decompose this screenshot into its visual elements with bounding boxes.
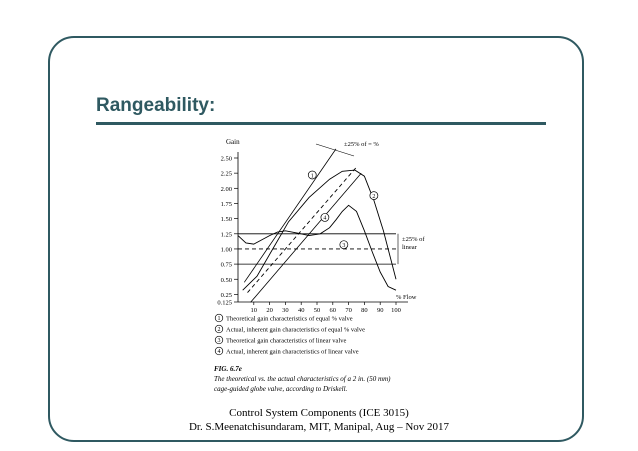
equal-pct-band-label: ±25% of = % — [344, 141, 379, 148]
x-tick-label: 70 — [345, 307, 352, 314]
y-tick-label: 2.25 — [220, 170, 232, 178]
legend-marker-label: 3 — [217, 338, 221, 344]
series-marker-label: 1 — [310, 173, 314, 180]
y-axis-label: Gain — [226, 138, 240, 146]
chart-ticks — [217, 156, 401, 315]
footer-author: Dr. S.Meenatchisundaram, MIT, Manipal, Aug – Nov 2017 — [188, 421, 450, 433]
x-tick-label: 30 — [282, 307, 289, 314]
y-tick-label: 2.50 — [220, 155, 232, 163]
y-tick-label: 1.75 — [220, 200, 232, 208]
series-marker-label: 2 — [372, 193, 376, 200]
legend-entry: Actual, inherent gain characteristics of equal % valve — [226, 326, 365, 334]
series-line — [248, 167, 357, 293]
figure-caption-line1: The theoretical vs. the actual characteristics of a 2 in. (50 mm) — [214, 375, 391, 383]
y-tick-label: 0.125 — [217, 299, 232, 307]
y-tick-label: 0.25 — [220, 291, 232, 299]
series-line — [238, 205, 396, 290]
x-tick-label: 80 — [361, 307, 368, 314]
chart-series — [238, 149, 396, 302]
figure-caption-line2: cage-guided globe valve, according to Driskell. — [214, 385, 348, 393]
x-tick-label: 10 — [250, 307, 258, 314]
slide-title: Rangeability: — [96, 95, 216, 116]
chart-legend — [215, 314, 365, 355]
x-axis-label: % Flow — [396, 294, 417, 301]
series-marker-label: 4 — [323, 215, 327, 222]
x-tick-label: 60 — [329, 307, 337, 314]
x-tick-label: 100 — [391, 307, 401, 314]
linear-band-label-2: linear — [402, 244, 417, 251]
footer-course: Control System Components (ICE 3015) — [229, 407, 409, 419]
y-tick-label: 1.25 — [220, 231, 232, 239]
chart-annotations — [308, 144, 398, 264]
x-tick-label: 40 — [297, 307, 305, 314]
y-tick-label: 2.00 — [220, 185, 232, 193]
legend-marker-label: 2 — [217, 327, 221, 333]
y-tick-label: 1.00 — [220, 246, 232, 254]
series-marker-label: 3 — [342, 243, 346, 250]
y-tick-label: 1.50 — [220, 216, 232, 224]
x-tick-label: 50 — [313, 307, 321, 314]
legend-entry: Actual, inherent gain characteristics of linear valve — [226, 348, 359, 356]
legend-marker-label: 1 — [217, 316, 221, 322]
title-rule — [96, 122, 546, 125]
linear-band-label-1: ±25% of — [402, 236, 425, 243]
x-tick-label: 20 — [266, 307, 273, 314]
gain-chart — [200, 132, 440, 394]
figure-caption-label: FIG. 6.7e — [214, 365, 242, 373]
legend-marker-label: 4 — [217, 349, 221, 355]
legend-entry: Theoretical gain characteristics of linear valve — [226, 337, 347, 345]
series-line — [243, 170, 396, 290]
legend-entry: Theoretical gain characteristics of equal % valve — [226, 315, 353, 323]
y-tick-label: 0.50 — [220, 276, 232, 284]
y-tick-label: 0.75 — [220, 261, 232, 269]
x-tick-label: 90 — [376, 307, 384, 314]
